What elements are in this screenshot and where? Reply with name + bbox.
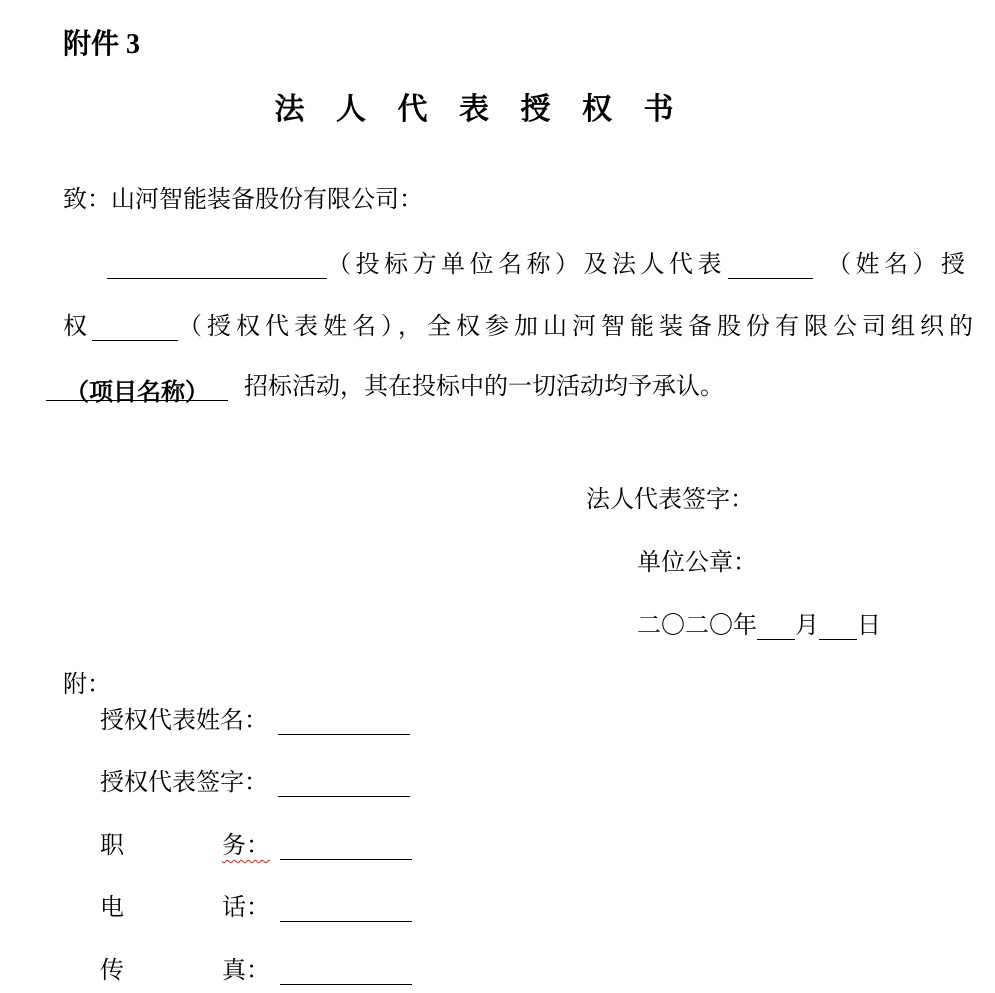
appendix-row-rep-signature [100,762,410,797]
rep-name-label: 授权代表姓名： [100,708,268,734]
appendix-row-fax [100,950,412,985]
attachment-number-label: 附件 3 [63,29,141,60]
rep-signature-blank[interactable] [278,770,410,797]
legal-rep-signature-label: 法人代表签字： [586,487,754,513]
date-month-label: 月 [795,613,819,639]
appendix-label: 附： [63,672,111,698]
body-line2-text1: 权 [63,314,92,340]
project-name-blank[interactable] [46,372,228,406]
body-line3-text: 招标活动，其在投标中的一切活动均予承认。 [244,374,724,400]
date-year-text: 二〇二〇年 [637,613,757,639]
phone-label-left: 电 [100,895,124,921]
document-title: 法 人 代 表 授 权 书 [274,93,686,126]
date-month-blank[interactable] [757,615,795,640]
phone-label-right: 话： [222,895,270,921]
appendix-row-rep-name [100,700,410,735]
fax-label-left: 传 [100,958,124,984]
date-line [637,605,881,640]
phone-blank[interactable] [280,895,412,922]
bidder-company-name-blank[interactable] [107,252,327,279]
salutation-line: 致：山河智能装备股份有限公司： [63,187,423,213]
appendix-row-phone [100,887,412,922]
legal-rep-name-blank[interactable] [728,252,813,279]
body-line-1 [107,244,970,279]
date-day-label: 日 [857,613,881,639]
body-line1-text2: （姓名）授 [827,252,970,278]
project-name-placeholder: （项目名称） [65,380,209,406]
position-blank[interactable] [280,833,412,860]
body-line2-text2: （授权代表姓名），全权参加山河智能装备股份有限公司组织的 [178,314,978,340]
appendix-row-position [100,825,412,860]
position-label-left: 职 [100,833,124,859]
date-day-blank[interactable] [819,615,857,640]
position-label-right: 务： [222,833,270,859]
body-line-2 [63,306,978,341]
rep-signature-label: 授权代表签字： [100,770,268,796]
rep-name-blank[interactable] [278,708,410,735]
body-line-3 [46,366,724,406]
company-seal-label: 单位公章： [637,550,757,576]
body-line1-text1: （投标方单位名称）及法人代表 [327,252,726,278]
fax-blank[interactable] [280,958,412,985]
fax-label-right: 真： [222,958,270,984]
authorized-rep-name-blank[interactable] [92,314,178,341]
